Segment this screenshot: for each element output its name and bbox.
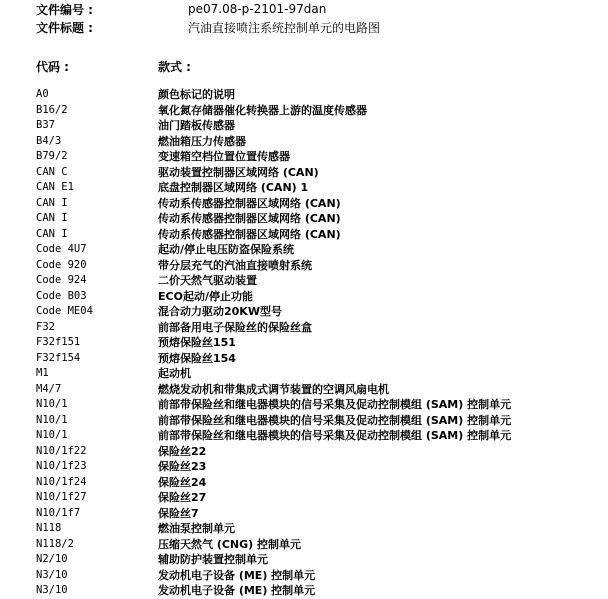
component-code: CAN I [36,212,68,224]
component-code: CAN I [36,227,68,240]
column-headers [36,58,191,75]
document-title-label: 文件标题 : [36,20,93,35]
list-item [36,134,608,150]
component-code: N10/1 [36,413,68,426]
component-description: 二价天然气驱动装置 [158,274,257,287]
list-item [36,335,608,351]
component-description: 燃油泵控制单元 [158,522,235,535]
component-description: 发动机电子设备 (ME) 控制单元 [158,584,316,597]
component-description: 驱动装置控制器区域网络 (CAN) [158,165,319,179]
list-item [36,490,608,506]
list-item [36,413,608,429]
document-title-value: 汽油直接喷注系统控制单元的电路图 [188,20,381,35]
list-item [36,180,608,196]
document-number-value: pe07.08-p-2101-97dan [188,2,327,16]
component-code: A0 [36,88,49,100]
document-title-row [36,18,380,36]
component-description: 发动机电子设备 (ME) 控制单元 [158,568,316,582]
component-description: 辅助防护装置控制单元 [158,553,268,566]
component-description: 传动系传感器控制器区域网络 (CAN) [158,212,341,225]
component-code: N10/1f27 [36,491,87,503]
list-item [36,165,608,181]
component-description: 保险丝22 [158,444,207,458]
component-description: 混合动力驱动20KW型号 [158,305,282,318]
component-code: N3/10 [36,568,68,581]
component-code: Code B03 [36,289,87,302]
component-code: B4/3 [36,134,62,147]
list-item [36,537,608,553]
component-code: B37 [36,119,55,131]
component-description: 变速箱空档位置位置传感器 [158,150,290,163]
component-code: N3/10 [36,584,68,596]
component-code: N10/1f22 [36,444,87,457]
list-item [36,304,608,320]
list-item [36,242,608,258]
list-item [36,211,608,227]
component-description: 燃油箱压力传感器 [158,134,246,148]
list-item [36,258,608,274]
list-item [36,444,608,460]
legend-list [36,87,608,599]
component-code: N10/1 [36,429,68,441]
component-description: 底盘控制器区域网络 (CAN) 1 [158,181,309,194]
component-code: N10/1f23 [36,460,87,472]
component-code: M4/7 [36,382,62,395]
list-item [36,397,608,413]
component-description: ECO起动/停止功能 [158,289,253,303]
component-description: 起动/停止电压防盗保险系统 [158,243,295,256]
list-item [36,320,608,336]
document-number-label: 文件编号 : [36,2,93,17]
component-description: 前部备用电子保险丝的保险丝盒 [158,320,312,334]
document-number-row [36,0,326,18]
list-item [36,227,608,243]
component-description: 前部带保险丝和继电器模块的信号采集及促动控制模组 (SAM) 控制单元 [158,398,512,411]
list-item [36,149,608,165]
component-code: B79/2 [36,150,68,162]
component-code: N10/1f7 [36,506,81,519]
list-item [36,351,608,367]
component-description: 前部带保险丝和继电器模块的信号采集及促动控制模组 (SAM) 控制单元 [158,429,512,442]
list-item [36,289,608,305]
component-description: 起动机 [158,367,191,380]
component-description: 燃烧发动机和带集成式调节装置的空调风扇电机 [158,382,389,396]
list-item [36,382,608,398]
component-code: CAN C [36,165,68,178]
component-description: 保险丝23 [158,460,207,473]
list-item [36,506,608,522]
component-description: 带分层充气的汽油直接喷射系统 [158,258,312,272]
component-code: N10/1 [36,398,68,410]
component-description: 传动系传感器控制器区域网络 (CAN) [158,196,341,210]
component-code: Code 4U7 [36,243,87,255]
list-item [36,118,608,134]
component-description: 油门踏板传感器 [158,119,235,132]
component-code: F32f151 [36,336,81,348]
component-code: Code ME04 [36,305,93,317]
list-item [36,583,608,599]
list-item [36,521,608,537]
list-item [36,103,608,119]
component-code: Code 920 [36,258,87,271]
component-code: F32 [36,320,55,333]
list-item [36,552,608,568]
component-description: 预熔保险丝151 [158,336,236,349]
component-description: 颜色标记的说明 [158,88,235,101]
component-description: 传动系传感器控制器区域网络 (CAN) [158,227,341,241]
component-description: 保险丝24 [158,475,207,489]
component-code: N10/1f24 [36,475,87,488]
component-code: M1 [36,367,49,379]
list-item [36,568,608,584]
component-description: 保险丝7 [158,506,199,520]
list-item [36,366,608,382]
list-item [36,459,608,475]
component-code: N118/2 [36,537,74,550]
list-item [36,475,608,491]
component-code: CAN I [36,196,68,209]
list-item [36,428,608,444]
component-description: 前部带保险丝和继电器模块的信号采集及促动控制模组 (SAM) 控制单元 [158,413,512,427]
component-code: Code 924 [36,274,87,286]
component-code: CAN E1 [36,181,74,193]
code-column-header: 代码 : [36,60,69,74]
component-description: 压缩天然气 (CNG) 控制单元 [158,537,302,551]
component-code: N2/10 [36,553,68,565]
list-item [36,87,608,103]
component-description: 预熔保险丝154 [158,351,236,365]
list-item [36,196,608,212]
component-description: 氧化氮存储器催化转换器上游的温度传感器 [158,103,367,117]
component-code: N118 [36,522,62,534]
description-column-header: 款式 : [158,60,191,74]
component-code: F32f154 [36,351,81,364]
component-code: B16/2 [36,103,68,116]
list-item [36,273,608,289]
component-description: 保险丝27 [158,491,207,504]
